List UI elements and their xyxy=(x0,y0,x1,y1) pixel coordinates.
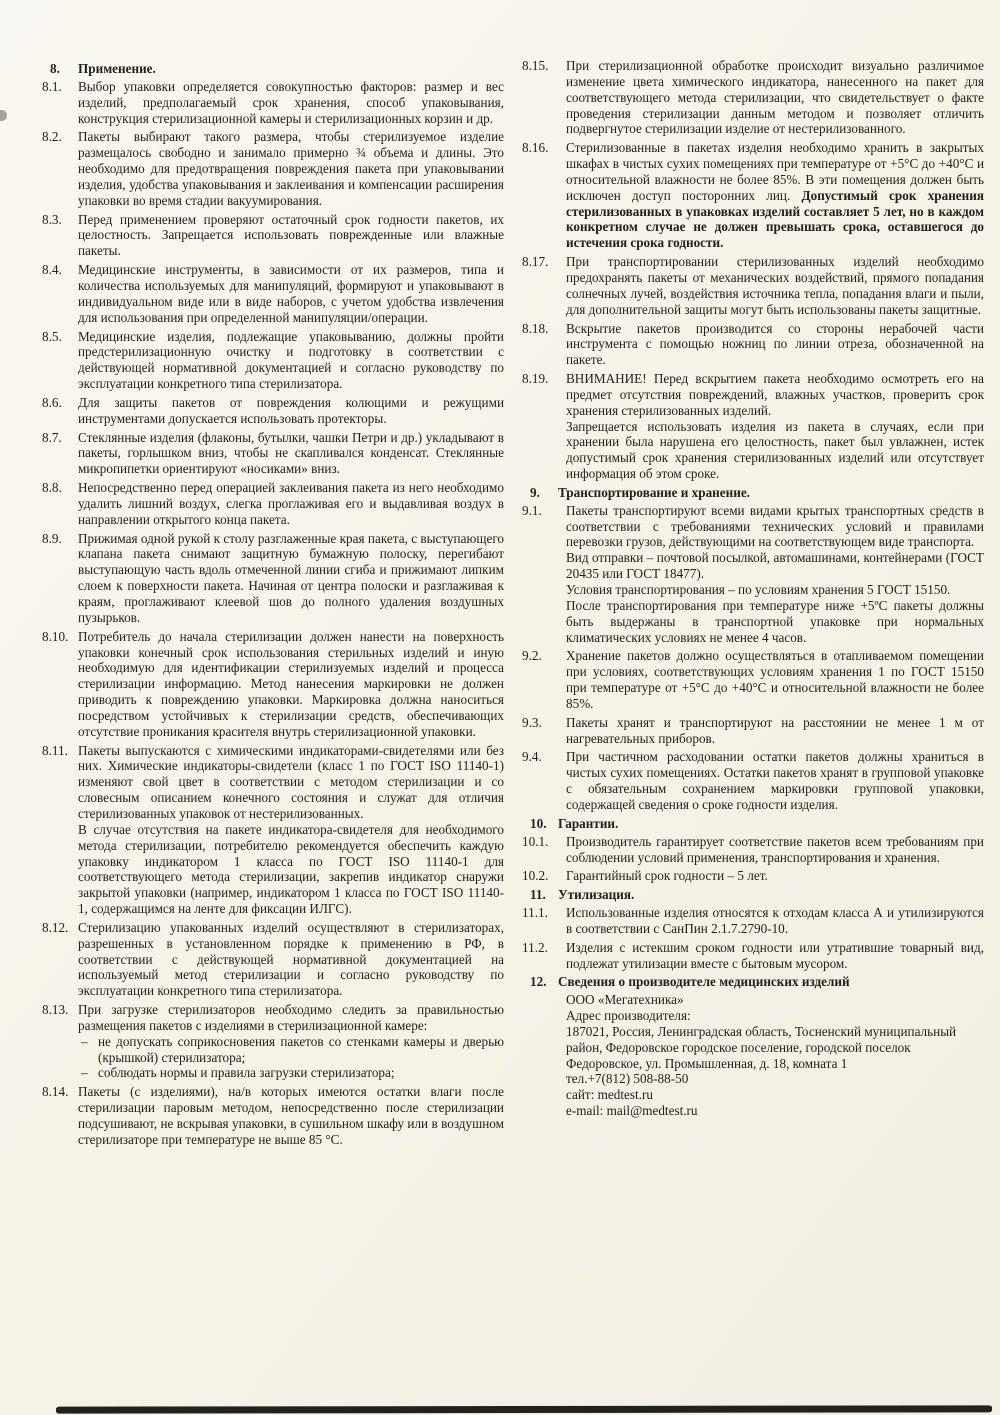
clause-number: 8.12. xyxy=(42,919,69,935)
paragraph xyxy=(78,395,504,427)
text-run: Стеклянные изделия (флаконы, бутылки, чашки Петри и др.) укладывают в пакеты, горлышком вниз, чтобы не скапливался конденсат. Стеклянные микропипетки ориентируют «носиками» вниз. xyxy=(78,429,504,477)
scan-artifact-left-smudge xyxy=(0,110,7,121)
clause-number: 8.7. xyxy=(42,429,62,445)
clause-number: 8.10. xyxy=(42,628,69,644)
address-line xyxy=(566,992,984,1008)
clause-number: 10.1. xyxy=(522,833,549,849)
clause xyxy=(522,140,984,251)
paragraph xyxy=(78,430,504,478)
section-heading xyxy=(522,974,984,990)
clause xyxy=(522,503,984,646)
paragraph xyxy=(78,629,504,740)
text-run: Производитель гарантирует соответствие пакетов всем требованиям при соблюдении условий применения, транспортирования и хранения. xyxy=(566,833,984,865)
address-line xyxy=(566,1071,984,1087)
column-left xyxy=(42,58,504,1151)
text-run: Стерилизованные в пакетах изделия необходимо хранить в закрытых шкафах в чистых сухих помещениях при температуре от +5°С до +40°С и относительной влажности не более 85%. В эти помещения должен быть исключен доступ посторонних лиц. xyxy=(566,140,984,203)
paragraph xyxy=(566,371,984,419)
text-run: Хранение пакетов должно осуществляться в отапливаемом помещении при условиях, соответствующих условиям хранения 1 по ГОСТ 15150 при температуре от +5°С до +40°С и относительной влажности не более 85%. xyxy=(566,648,984,711)
paragraph xyxy=(78,79,504,127)
paragraph xyxy=(78,822,504,917)
paragraph xyxy=(566,419,984,482)
clause-number: 9.1. xyxy=(522,502,542,518)
text-run: Медицинские инструменты, в зависимости от их размеров, типа и количества используемых для манипуляций, формируют и упаковывают в индивидуальном виде или в виде наборов, с учетом удобства извлечения для использования при определенной манипуляции/операции. xyxy=(78,262,504,325)
address-line xyxy=(566,1103,984,1119)
paragraph xyxy=(78,920,504,999)
text-run: Потребитель до начала стерилизации должен нанести на поверхность упаковки конечный срок использования стерильных изделий и иную необходимую для идентификации стерилизуемых изделий и процесса стерилизации информацию. Метод нанесения маркировки не должен приводить к повреждению упаковки. Маркировка должна наноситься посредством устойчивых к стерилизации средств, обеспечивающих отсутствие проникания красителя внутрь стерилизационной упаковки. xyxy=(78,628,504,739)
text-run: В случае отсутствия на пакете индикатора-свидетеля для необходимого метода стерилизации, потребителю рекомендуется обеспечить каждую упаковку индикатором 1 класса по ГОСТ ISO 11140-1 для соответствующего метода стерилизации, закрепив индикатор снаружи закрытой упаковки (например, индикатором 1 класса по ГОСТ ISO 11140-1, содержащимся на ленте для фиксации ИЛГС). xyxy=(78,821,504,917)
section-number: 11. xyxy=(530,887,546,903)
paragraph xyxy=(566,58,984,137)
text-run: Пакеты (с изделиями), на/в которых имеются остатки влаги после стерилизации паровым методом, непосредственно после стерилизации подсушивают, не вскрывая упаковки, в сушильном шкафу или в воздушном стерилизаторе при температуре не выше 85 °С. xyxy=(78,1084,504,1147)
text-run: Для защиты пакетов от повреждения колющими и режущими инструментами допускается использовать протекторы. xyxy=(78,394,504,426)
text-run: Медицинские изделия, подлежащие упаковыванию, должны пройти предстерилизационную очистку и подготовку в соответствии с действующей нормативной документацией и согласно руководству по эксплуатации конкретного типа стерилизатора. xyxy=(78,328,504,392)
clause xyxy=(42,531,504,626)
text-run: ВНИМАНИЕ! Перед вскрытием пакета необходимо осмотреть его на предмет отсутствия повреждений, влажных участков, проверить срок хранения стерилизованных изделий. xyxy=(566,371,984,418)
text-run: ООО «Мегатехника» xyxy=(566,992,684,1008)
text-run: не допускать соприкосновения пакетов со стенками камеры и дверью (крышкой) стерилизатора; xyxy=(98,1033,504,1065)
bullet-item xyxy=(78,1034,504,1066)
section-heading xyxy=(522,816,984,832)
section-heading xyxy=(522,887,984,903)
text-run: Непосредственно перед операцией заклеивания пакета из него необходимо удалить лишний воздух, слегка проглаживая его и выдавливая воздух в направлении открытого конца пакета. xyxy=(78,480,504,527)
paragraph xyxy=(566,834,984,866)
clause xyxy=(42,262,504,325)
column-right xyxy=(522,58,984,1122)
clause-number: 8.16. xyxy=(522,140,549,156)
text-run: Запрещается использовать изделия из пакета в случаях, если при хранении была нарушена его целостность, пакет был увлажнен, истек допустимый срок хранения стерилизованных изделий или отсутствует информация об этом сроке. xyxy=(566,418,984,482)
paragraph xyxy=(566,254,984,317)
clause xyxy=(522,868,984,884)
clause-number: 8.6. xyxy=(42,394,62,410)
clause xyxy=(42,1002,504,1081)
clause xyxy=(42,79,504,127)
clause xyxy=(42,395,504,427)
clause xyxy=(522,715,984,747)
scan-artifact-bottom-strip xyxy=(56,1405,992,1413)
clause-number: 8.3. xyxy=(42,211,62,227)
paragraph xyxy=(78,329,504,392)
clause-number: 8.9. xyxy=(42,530,62,546)
section-title: Утилизация. xyxy=(558,887,635,903)
bold-text-run: Допустимый срок хранения стерилизованных в упаковках изделий составляет 5 лет, но в каждом конкретном случае не должен превышать срока, оставшегося до истечения срока годности. xyxy=(566,187,984,251)
clause-number: 8.13. xyxy=(42,1002,69,1018)
clause xyxy=(522,749,984,812)
clause-number: 8.4. xyxy=(42,262,62,278)
clause xyxy=(42,629,504,740)
paragraph xyxy=(78,1084,504,1147)
text-run: Пакеты транспортируют всеми видами крытых транспортных средств в соответствии с требованиями технических условий и правилами перевозки грузов, действующими на соответствующем виде транспорта. xyxy=(566,502,984,550)
text-run: При стерилизационной обработке происходит визуально различимое изменение цвета химического индикатора, нанесенного на пакет для соответствующего метода стерилизации, что свидетельствует о факте проведения стерилизации данным методом и позволяет отличить подвергнутое стерилизации изделие от нестерилизованного. xyxy=(566,58,984,137)
clause xyxy=(522,321,984,369)
text-run: При загрузке стерилизаторов необходимо следить за правильностью размещения пакетов с изделиями в стерилизационной камере: xyxy=(78,1002,504,1033)
clause xyxy=(42,430,504,478)
address-line xyxy=(566,1087,984,1103)
paragraph xyxy=(566,140,984,251)
clause-number: 8.17. xyxy=(522,254,549,270)
text-run: сайт: medtest.ru xyxy=(566,1087,653,1103)
section-heading xyxy=(42,61,504,77)
paragraph xyxy=(566,321,984,369)
text-run: При транспортировании стерилизованных изделий необходимо предохранять пакеты от механических воздействий, прямого попадания солнечных лучей, воздействия источника тепла, попадания влаги и пыли, для дополнительной защиты могут быть использованы пакеты защитные. xyxy=(566,254,984,317)
clause-number: 11.2. xyxy=(522,939,548,955)
section-number: 8. xyxy=(50,61,60,76)
text-run: Изделия с истекшим сроком годности или утратившие товарный вид, подлежат утилизации вместе с бытовым мусором. xyxy=(566,939,984,971)
clause xyxy=(42,1084,504,1147)
section-number: 9. xyxy=(530,484,540,500)
clause xyxy=(522,834,984,866)
clause xyxy=(522,648,984,711)
paragraph xyxy=(566,598,984,646)
section-number: 10. xyxy=(530,815,547,831)
paragraph xyxy=(566,550,984,582)
text-run: 187021, Россия, Ленинградская область, Тосненский муниципальный район, Федоровское городское поселение, городской поселок Федоровское, ул. Промышленная, д. 18, комната 1 xyxy=(566,1023,957,1071)
clause xyxy=(42,129,504,208)
clause xyxy=(42,920,504,999)
paragraph xyxy=(78,262,504,325)
clause xyxy=(522,940,984,972)
clause xyxy=(522,254,984,317)
clause-number: 11.1. xyxy=(522,905,548,921)
text-run: Перед применением проверяют остаточный срок годности пакетов, их целостность. Запрещается использовать поврежденные или влажные пакеты. xyxy=(78,211,504,259)
paragraph xyxy=(78,743,504,822)
paragraph xyxy=(78,480,504,528)
clause-number: 8.2. xyxy=(42,129,62,145)
manufacturer-details xyxy=(522,992,984,1119)
paragraph xyxy=(78,212,504,260)
text-run: Гарантийный срок годности – 5 лет. xyxy=(566,868,768,884)
paragraph xyxy=(78,129,504,208)
clause xyxy=(42,743,504,917)
text-run: При частичном расходовании остатки пакетов должны храниться в чистых сухих помещениях. Остатки пакетов хранят в групповой упаковке с обязательным сохранением маркировки групповой упаковки, содержащей сведения о сроке годности изделия. xyxy=(566,749,984,812)
paragraph xyxy=(566,582,984,598)
clause-number: 8.18. xyxy=(522,320,549,336)
paragraph xyxy=(78,1002,504,1034)
paragraph xyxy=(566,749,984,812)
text-run: Вскрытие пакетов производится со стороны нерабочей части инструмента с помощью ножниц по линии отреза, обозначенной на пакете. xyxy=(566,320,984,368)
text-run: Вид отправки – почтовой посылкой, автомашинами, контейнерами (ГОСТ 20435 или ГОСТ 18477). xyxy=(566,550,984,582)
clause-number: 10.2. xyxy=(522,868,549,884)
clause-number: 8.14. xyxy=(42,1084,69,1100)
clause-number: 8.5. xyxy=(42,328,62,344)
bullet-item xyxy=(78,1065,504,1081)
clause-number: 9.3. xyxy=(522,714,542,730)
clause-number: 9.4. xyxy=(522,749,542,765)
text-run: соблюдать нормы и правила загрузки стерилизатора; xyxy=(98,1065,395,1081)
clause-number: 8.11. xyxy=(42,742,68,758)
text-run: Выбор упаковки определяется совокупностью факторов: размер и вес изделий, предполагаемый срок хранения, способ упаковывания, конструкция стерилизационной камеры и стерилизационных корзин и др. xyxy=(78,78,504,126)
section-title: Транспортирование и хранение. xyxy=(558,484,750,500)
text-run: Пакеты хранят и транспортируют на расстоянии не менее 1 м от нагревательных приборов. xyxy=(566,714,984,746)
text-run: тел.+7(812) 508-88-50 xyxy=(566,1071,689,1087)
text-run: Адрес производителя: xyxy=(566,1008,691,1024)
address-line xyxy=(566,1008,984,1024)
paragraph xyxy=(566,648,984,711)
clause xyxy=(522,905,984,937)
paragraph xyxy=(566,868,984,884)
section-heading xyxy=(522,485,984,501)
text-run: После транспортирования при температуре ниже +5ºС пакеты должны быть выдержаны в транспортной упаковке при нормальных климатических условиях не менее 4 часов. xyxy=(566,597,984,645)
paragraph xyxy=(78,531,504,626)
text-run: Пакеты выпускаются с химическими индикаторами-свидетелями или без них. Химические индикаторы-свидетели (класс 1 по ГОСТ ISO 11140-1) изменяют свой цвет в соответствии с методом стерилизации и со словесным описанием конечного состояния и служат для отличия стерилизованных упаковок от нестерилизованных. xyxy=(78,742,504,821)
clause-number: 9.2. xyxy=(522,648,542,664)
text-run: Условия транспортирования – по условиям хранения 5 ГОСТ 15150. xyxy=(566,582,951,597)
text-run: Прижимая одной рукой к столу разглаженные края пакета, с выступающего клапана пакета снимают защитную бумажную полоску, перегибают выступающую часть вдоль отмеченной линии сгиба и прижимают липким слоем к поверхности пакета. Начиная от центра полоски и разглаживая к краям, проглаживают клеевой шов до полного удаления воздушных пузырьков. xyxy=(78,530,504,625)
paragraph xyxy=(566,715,984,747)
section-title: Применение. xyxy=(78,61,156,76)
paragraph xyxy=(566,940,984,972)
address-line xyxy=(566,1024,984,1072)
text-run: Использованные изделия относятся к отходам класса А и утилизируются в соответствии с СанПин 2.1.7.2790-10. xyxy=(566,905,984,936)
clause xyxy=(42,212,504,260)
clause xyxy=(522,58,984,137)
section-number: 12. xyxy=(530,974,547,990)
clause-number: 8.19. xyxy=(522,371,549,387)
clause-number: 8.1. xyxy=(42,78,62,94)
paragraph xyxy=(566,905,984,937)
section-title: Гарантии. xyxy=(558,815,619,831)
clause xyxy=(42,329,504,392)
text-run: e-mail: mail@medtest.ru xyxy=(566,1103,698,1119)
text-run: Стерилизацию упакованных изделий осуществляют в стерилизаторах, разрешенных в установленном порядке к применению в РФ, в соответствии с действующей нормативной документацией на используемый метод стерилизации и согласно руководству по эксплуатации конкретного типа стерилизатора. xyxy=(78,919,504,999)
clause-number: 8.15. xyxy=(522,58,549,73)
clause-number: 8.8. xyxy=(42,480,62,496)
section-title: Сведения о производителе медицинских изделий xyxy=(558,974,850,990)
paragraph xyxy=(566,503,984,551)
document-content xyxy=(42,58,984,1151)
clause xyxy=(522,371,984,482)
text-run: Пакеты выбирают такого размера, чтобы стерилизуемое изделие размещалось свободно и занимало примерно ¾ объема и длины. Это необходимо для предотвращения повреждения пакета при упаковывании изделия, удобства упаковывания и заклеивания и компенсации расширения упаковки во время стадии вакуумирования. xyxy=(78,129,504,208)
clause xyxy=(42,480,504,528)
